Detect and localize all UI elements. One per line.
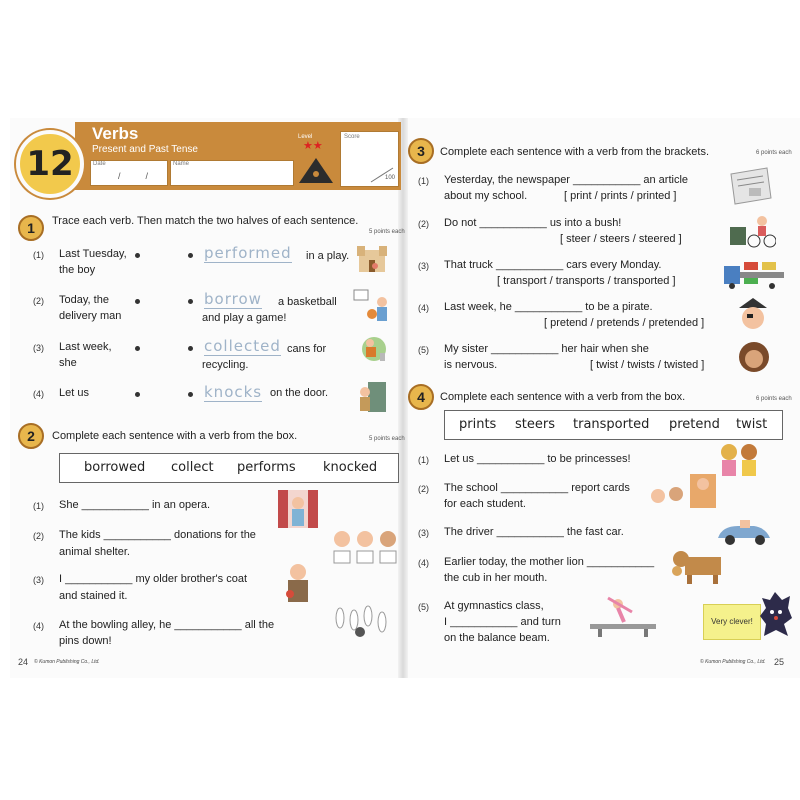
section-1-points: 5 points each (369, 229, 405, 235)
right-copyright: © Kumon Publishing Co., Ltd. (700, 659, 766, 665)
lesson-number-badge (16, 130, 84, 198)
s1-q4-right-line1: on the door. (270, 387, 329, 399)
s1-q3-left-line1: Last week, (59, 341, 112, 353)
opera-singer-illustration (276, 488, 320, 530)
section-2-instruction: Complete each sentence with a verb from the box. (52, 430, 298, 442)
s4-q2-line2: for each student. (444, 498, 526, 510)
s1-q1-left-line1: Last Tuesday, (59, 248, 127, 260)
s2-q1-number: (1) (33, 501, 44, 511)
sister-twisting-hair-illustration (737, 340, 771, 374)
section-3-number: 3 (408, 138, 434, 164)
s3-q2-options: [ steer / steers / steered ] (560, 233, 682, 245)
s2-q2-line2: animal shelter. (59, 546, 130, 558)
report-cards-illustration (646, 470, 718, 510)
date-label: Date (93, 161, 106, 167)
s4-q5-line1: At gymnastics class, (444, 600, 544, 612)
s1-q2-left-line2: delivery man (59, 310, 122, 322)
s2-q4-line2: pins down! (59, 635, 112, 647)
score-box[interactable] (340, 131, 399, 187)
section-3-instruction: Complete each sentence with a verb from the brackets. (440, 146, 710, 158)
s1-q3-number: (3) (33, 343, 44, 353)
s3-q5-options: [ twist / twists / twisted ] (590, 359, 705, 371)
section-1-instruction: Trace each verb. Then match the two halves of each sentence. (52, 215, 359, 227)
s4-q5-line3: on the balance beam. (444, 632, 550, 644)
s1-q3-left-dot[interactable] (135, 346, 140, 351)
basketball-illustration (352, 288, 392, 326)
s1-q2-trace-word[interactable]: borrow (204, 290, 262, 308)
score-max: 100 (385, 175, 396, 181)
name-label: Name (173, 161, 190, 167)
section-3-points: 6 points each (756, 150, 792, 156)
s4-word-5: twist (736, 417, 768, 432)
s2-q3-line1[interactable]: I ___________ my older brother's coat (59, 573, 247, 585)
s1-q3-right-line1: cans for (287, 343, 327, 355)
hedgehog-mascot-illustration (758, 590, 792, 640)
s4-word-4: pretend (669, 417, 720, 432)
s1-q4-trace-word[interactable]: knocks (204, 383, 263, 401)
s1-q2-right-dot[interactable] (188, 299, 193, 304)
s1-q4-left-line1: Let us (59, 387, 89, 399)
s2-q3-number: (3) (33, 575, 44, 585)
s1-q3-right-line2: recycling. (202, 359, 249, 371)
s4-q1-line1[interactable]: Let us ___________ to be princesses! (444, 453, 631, 465)
left-copyright: © Kumon Publishing Co., Ltd. (34, 659, 100, 665)
s4-word-3: transported (573, 417, 650, 432)
speech-bubble: Very clever! (703, 604, 761, 640)
s2-q1-line1[interactable]: She ___________ in an opera. (59, 499, 211, 511)
s4-word-1: prints (459, 417, 497, 432)
s3-q2-line1[interactable]: Do not ___________ us into a bush! (444, 217, 622, 229)
section-1-number: 1 (18, 215, 44, 241)
s1-q1-right-dot[interactable] (188, 253, 193, 258)
right-page-number: 25 (774, 657, 785, 667)
s1-q2-left-dot[interactable] (135, 299, 140, 304)
level-triangle-icon (297, 156, 335, 184)
s3-q1-line1[interactable]: Yesterday, the newspaper ___________ an article (444, 174, 689, 186)
s1-q1-trace-word[interactable]: performed (204, 244, 292, 262)
s3-q5-number: (5) (418, 345, 429, 355)
s4-q4-line2: the cub in her mouth. (444, 572, 548, 584)
stained-coat-illustration (278, 560, 318, 606)
kids-donations-illustration (330, 527, 400, 565)
s3-q5-line2: is nervous. (444, 359, 498, 371)
s1-q2-right-line2: and play a game! (202, 312, 287, 324)
s2-q2-line1[interactable]: The kids ___________ donations for the (59, 529, 256, 541)
s2-q2-number: (2) (33, 531, 44, 541)
lesson-subtitle: Present and Past Tense (92, 144, 198, 155)
s4-q2-number: (2) (418, 484, 429, 494)
s1-q3-trace-word[interactable]: collected (204, 337, 281, 355)
score-label: Score (344, 134, 360, 140)
door-knock-illustration (356, 380, 388, 414)
book-gutter (398, 118, 408, 678)
lesson-number: 12 (26, 144, 74, 184)
s4-q3-line1[interactable]: The driver ___________ the fast car. (444, 526, 624, 538)
s1-q1-left-dot[interactable] (135, 253, 140, 258)
s4-q2-line1[interactable]: The school ___________ report cards (444, 482, 630, 494)
recycling-illustration (356, 333, 390, 365)
s2-q4-number: (4) (33, 621, 44, 631)
date-slashes: / / (118, 171, 149, 181)
s2-word-1: borrowed (84, 460, 146, 475)
s1-q3-right-dot[interactable] (188, 346, 193, 351)
s3-q4-options: [ pretend / pretends / pretended ] (544, 317, 705, 329)
s1-q2-number: (2) (33, 296, 44, 306)
lion-and-cub-illustration (671, 547, 725, 585)
s3-q3-options: [ transport / transports / transported ] (497, 275, 676, 287)
s1-q4-left-dot[interactable] (135, 392, 140, 397)
left-page-number: 24 (18, 657, 29, 667)
s4-q1-number: (1) (418, 455, 429, 465)
pirate-illustration (735, 296, 771, 334)
s3-q3-number: (3) (418, 261, 429, 271)
s2-word-2: collect (171, 460, 214, 475)
s2-q4-line1[interactable]: At the bowling alley, he ___________ all the (59, 619, 275, 631)
s4-q4-number: (4) (418, 558, 429, 568)
level-label: Level (298, 134, 313, 140)
lesson-title: Verbs (92, 124, 139, 143)
s4-q5-line2[interactable]: I ___________ and turn (444, 616, 561, 628)
s3-q4-number: (4) (418, 303, 429, 313)
s1-q4-right-dot[interactable] (188, 392, 193, 397)
s1-q4-number: (4) (33, 389, 44, 399)
s1-q2-left-line1: Today, the (59, 294, 109, 306)
s2-word-3: performs (237, 460, 296, 475)
castle-illustration (355, 240, 389, 274)
s1-q1-left-line2: the boy (59, 264, 96, 276)
section-4-number: 4 (408, 384, 434, 410)
s1-q1-right-line1: in a play. (306, 250, 350, 262)
gymnast-balance-beam-illustration (588, 590, 658, 638)
bicycle-illustration (728, 213, 776, 249)
section-4-points: 6 points each (756, 396, 792, 402)
s3-q1-number: (1) (418, 176, 429, 186)
s1-q2-right-line1: a basketball (278, 296, 337, 308)
s4-word-2: steers (515, 417, 555, 432)
s4-q3-number: (3) (418, 528, 429, 538)
s4-q4-line1[interactable]: Earlier today, the mother lion ___________ (444, 556, 655, 568)
s2-q3-line2: and stained it. (59, 590, 128, 602)
s3-q1-line2: about my school. (444, 190, 528, 202)
bowling-pins-illustration (330, 598, 396, 638)
section-2-points: 5 points each (369, 436, 405, 442)
level-stars: ★★ (303, 140, 323, 152)
section-4-instruction: Complete each sentence with a verb from the box. (440, 391, 686, 403)
princesses-illustration (717, 440, 763, 478)
section-2-number: 2 (18, 423, 44, 449)
newspaper-illustration (727, 166, 775, 206)
s2-word-4: knocked (323, 460, 378, 475)
s1-q3-left-line2: she (59, 357, 77, 369)
s3-q2-number: (2) (418, 219, 429, 229)
s3-q5-line1[interactable]: My sister ___________ her hair when she (444, 343, 649, 355)
s3-q4-line1[interactable]: Last week, he ___________ to be a pirate. (444, 301, 653, 313)
car-carrier-truck-illustration (722, 256, 786, 290)
s4-q5-number: (5) (418, 602, 429, 612)
s1-q1-number: (1) (33, 250, 44, 260)
s3-q3-line1[interactable]: That truck ___________ cars every Monday. (444, 259, 662, 271)
fast-car-illustration (714, 516, 774, 548)
s3-q1-options: [ print / prints / printed ] (564, 190, 677, 202)
